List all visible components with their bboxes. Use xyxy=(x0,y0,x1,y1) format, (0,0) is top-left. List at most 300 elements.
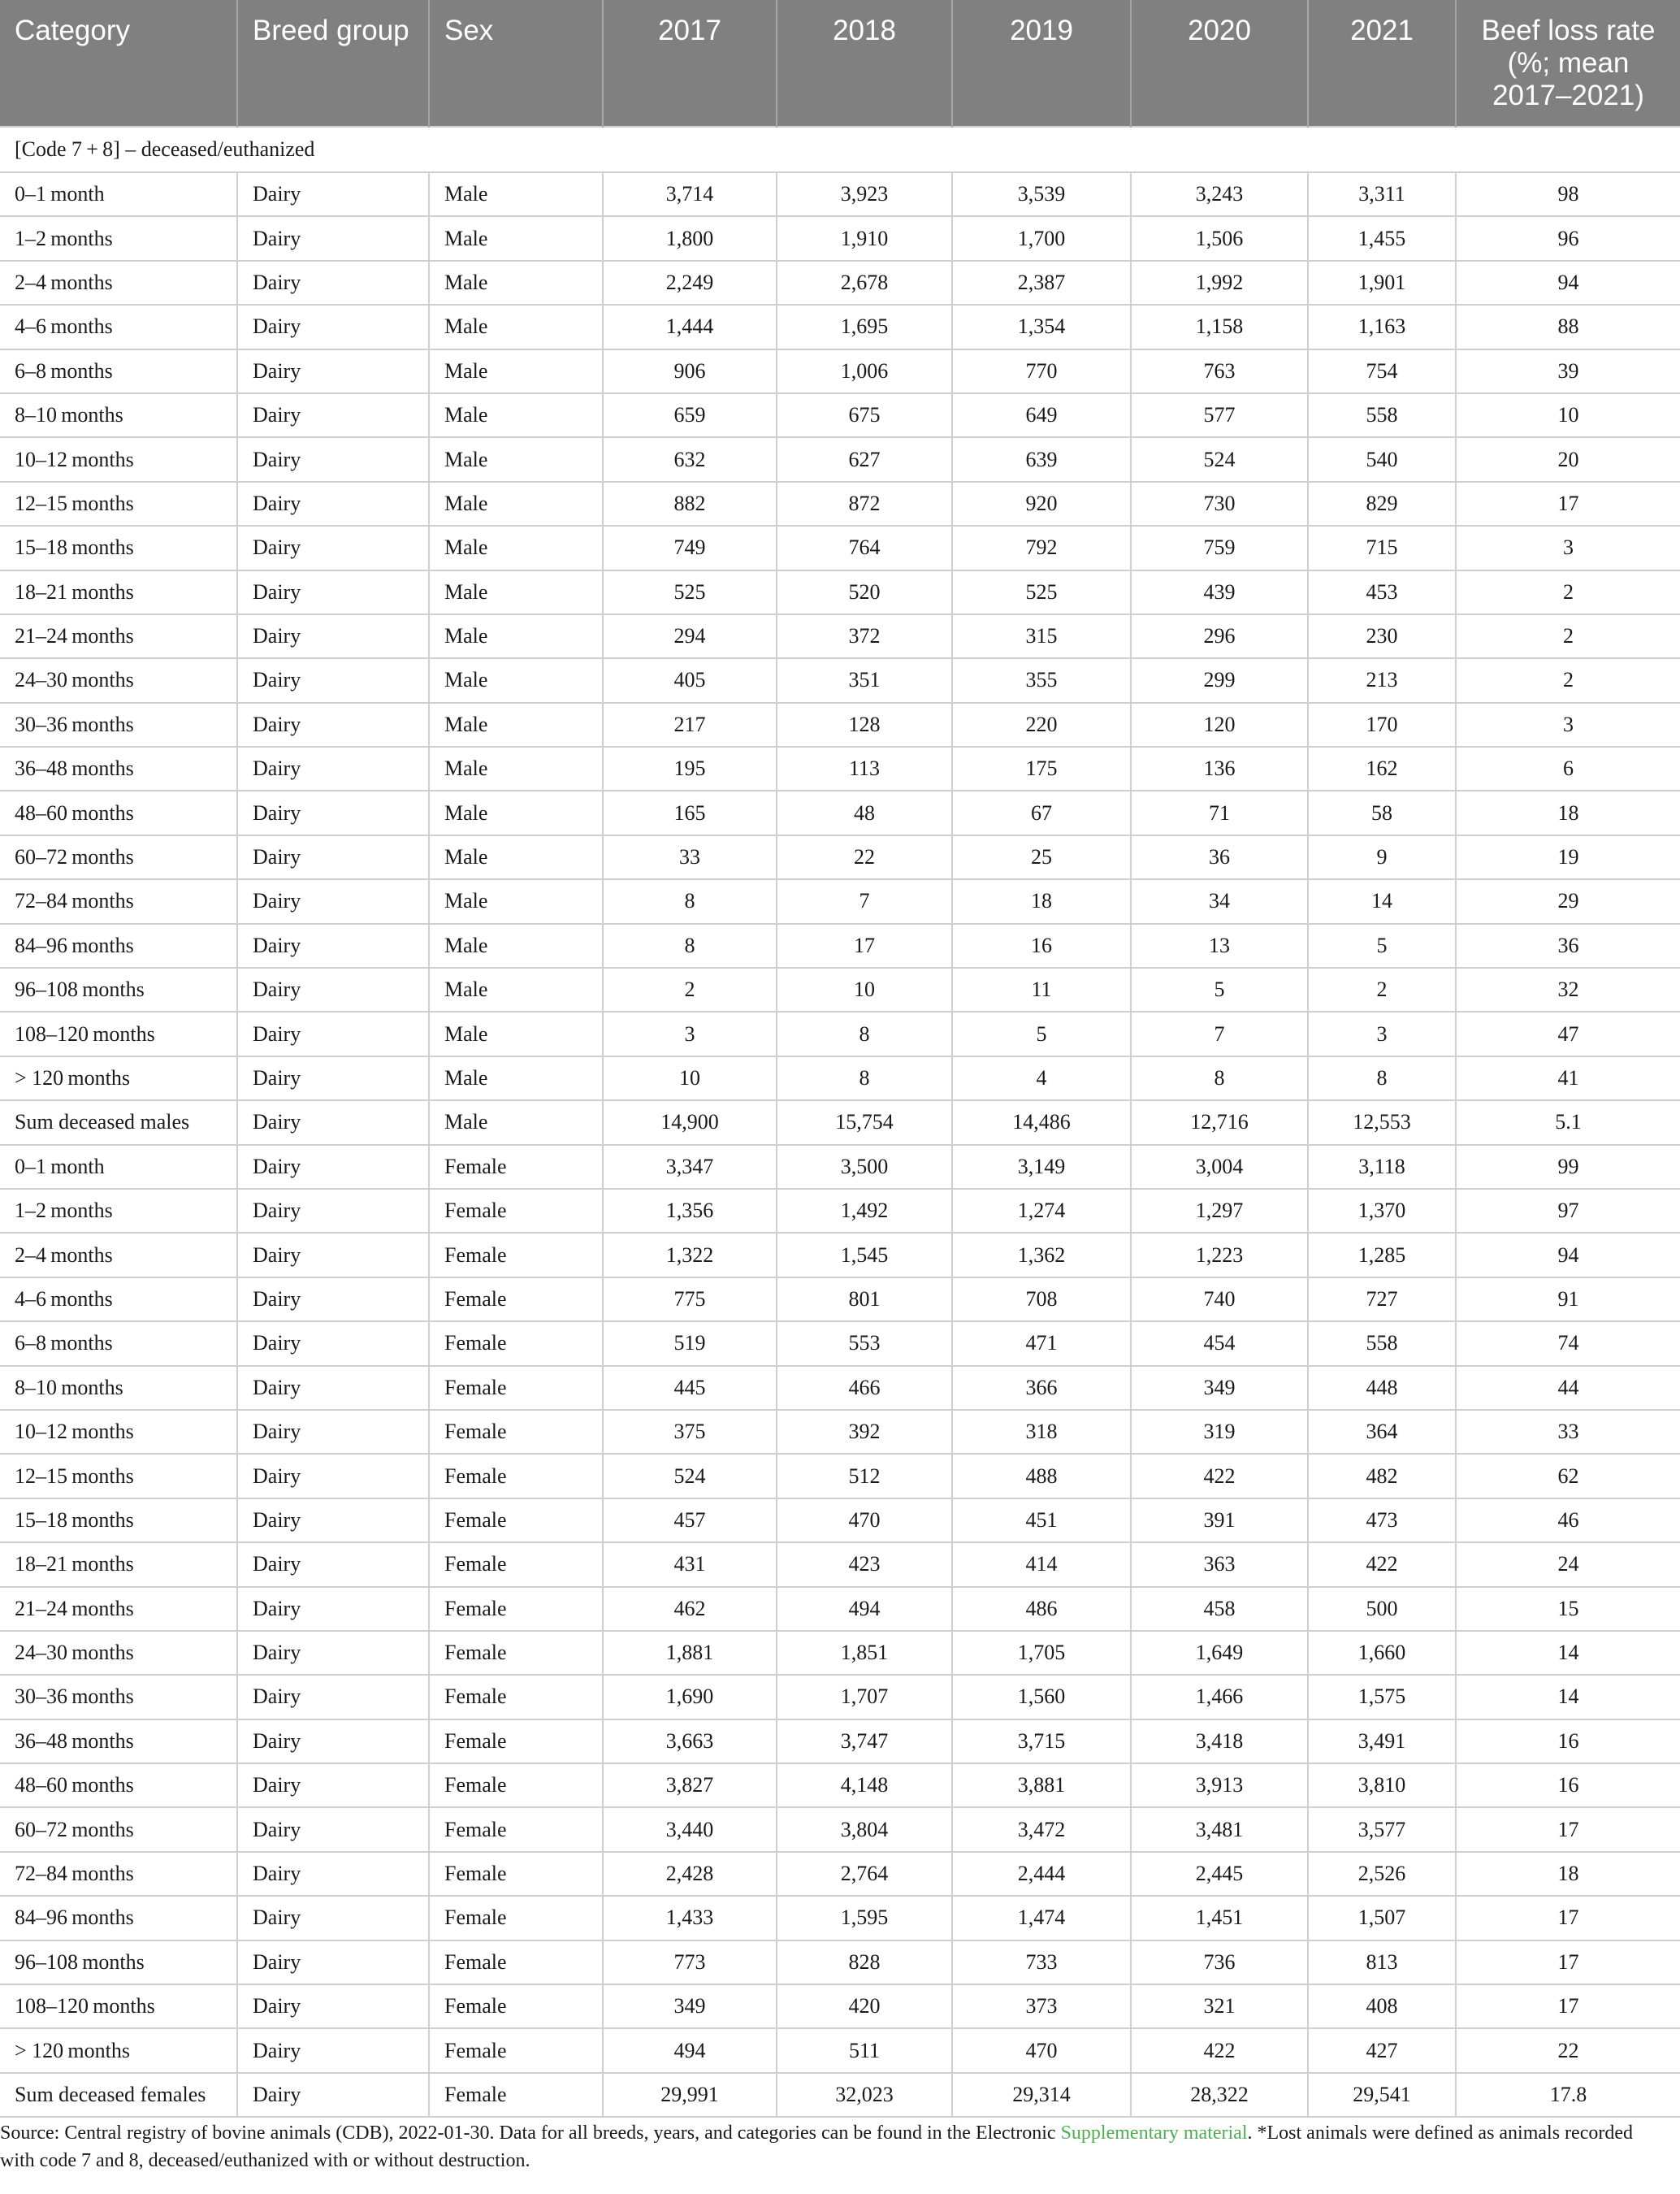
cell-beef-loss-rate: 17 xyxy=(1456,1984,1680,2028)
cell-2019: 3,715 xyxy=(952,1719,1131,1763)
table-row xyxy=(0,305,1680,349)
cell-2017: 906 xyxy=(603,349,777,393)
table-row xyxy=(0,1940,1680,1984)
cell-2018: 128 xyxy=(777,703,952,747)
cell-breed-group: Dairy xyxy=(237,437,429,481)
cell-category: 84–96 months xyxy=(0,1896,237,1940)
cell-2020: 7 xyxy=(1131,1012,1308,1056)
cell-sex: Female xyxy=(429,1233,603,1277)
cell-beef-loss-rate: 17 xyxy=(1456,1940,1680,1984)
cell-2020: 759 xyxy=(1131,526,1308,570)
cell-beef-loss-rate: 16 xyxy=(1456,1763,1680,1807)
cell-beef-loss-rate: 3 xyxy=(1456,703,1680,747)
table-row xyxy=(0,2073,1680,2117)
cell-breed-group: Dairy xyxy=(237,1189,429,1233)
cell-breed-group: Dairy xyxy=(237,1631,429,1675)
table-row xyxy=(0,393,1680,437)
table-row xyxy=(0,482,1680,526)
table-row xyxy=(0,1719,1680,1763)
cell-sex: Male xyxy=(429,968,603,1012)
cell-2019: 3,881 xyxy=(952,1763,1131,1807)
cell-sex: Female xyxy=(429,1189,603,1233)
table-row xyxy=(0,1012,1680,1056)
cell-breed-group: Dairy xyxy=(237,1763,429,1807)
cell-2021: 540 xyxy=(1308,437,1456,481)
cell-2018: 466 xyxy=(777,1366,952,1410)
table-row xyxy=(0,1896,1680,1940)
cell-2020: 763 xyxy=(1131,349,1308,393)
cell-2020: 730 xyxy=(1131,482,1308,526)
cell-2020: 36 xyxy=(1131,835,1308,879)
table-row xyxy=(0,349,1680,393)
cell-2021: 408 xyxy=(1308,1984,1456,2028)
table-row xyxy=(0,1631,1680,1675)
cell-2019: 366 xyxy=(952,1366,1131,1410)
cell-2019: 451 xyxy=(952,1498,1131,1542)
cell-sex: Female xyxy=(429,1410,603,1454)
table-row xyxy=(0,1498,1680,1542)
cell-sex: Female xyxy=(429,1498,603,1542)
column-header-category: Category xyxy=(0,0,237,127)
cell-2020: 3,004 xyxy=(1131,1145,1308,1189)
cell-2020: 454 xyxy=(1131,1321,1308,1365)
cell-2020: 120 xyxy=(1131,703,1308,747)
cell-2018: 520 xyxy=(777,570,952,614)
table-row xyxy=(0,261,1680,305)
cell-2021: 427 xyxy=(1308,2028,1456,2072)
cell-breed-group: Dairy xyxy=(237,924,429,968)
cell-2019: 1,474 xyxy=(952,1896,1131,1940)
section-row xyxy=(0,127,1680,172)
cell-category: 6–8 months xyxy=(0,1321,237,1365)
cell-2018: 15,754 xyxy=(777,1100,952,1144)
table-row xyxy=(0,924,1680,968)
cell-category: 60–72 months xyxy=(0,835,237,879)
cell-2017: 1,881 xyxy=(603,1631,777,1675)
cell-breed-group: Dairy xyxy=(237,1410,429,1454)
cell-2017: 882 xyxy=(603,482,777,526)
cell-2017: 1,356 xyxy=(603,1189,777,1233)
cell-2018: 1,707 xyxy=(777,1675,952,1719)
cell-breed-group: Dairy xyxy=(237,1321,429,1365)
cell-2020: 12,716 xyxy=(1131,1100,1308,1144)
cell-breed-group: Dairy xyxy=(237,1233,429,1277)
source-note xyxy=(0,2119,1672,2174)
cell-beef-loss-rate: 39 xyxy=(1456,349,1680,393)
table-body xyxy=(0,127,1680,2117)
cell-category: 10–12 months xyxy=(0,437,237,481)
cell-breed-group: Dairy xyxy=(237,1056,429,1100)
cell-2020: 3,481 xyxy=(1131,1807,1308,1851)
table-row xyxy=(0,703,1680,747)
cell-breed-group: Dairy xyxy=(237,968,429,1012)
cell-2021: 2,526 xyxy=(1308,1852,1456,1896)
cell-2019: 708 xyxy=(952,1277,1131,1321)
cell-category: 21–24 months xyxy=(0,1587,237,1631)
cell-sex: Female xyxy=(429,1675,603,1719)
column-header-breed-group: Breed group xyxy=(237,0,429,127)
cell-2017: 195 xyxy=(603,747,777,791)
cell-breed-group: Dairy xyxy=(237,261,429,305)
cell-2019: 4 xyxy=(952,1056,1131,1100)
cell-breed-group: Dairy xyxy=(237,1100,429,1144)
cell-2018: 3,923 xyxy=(777,172,952,216)
cell-2018: 1,595 xyxy=(777,1896,952,1940)
cell-2019: 1,560 xyxy=(952,1675,1131,1719)
table-row xyxy=(0,835,1680,879)
cell-2020: 1,297 xyxy=(1131,1189,1308,1233)
cell-2021: 715 xyxy=(1308,526,1456,570)
cell-2019: 1,362 xyxy=(952,1233,1131,1277)
cell-2020: 5 xyxy=(1131,968,1308,1012)
cell-breed-group: Dairy xyxy=(237,1719,429,1763)
cell-category: 12–15 months xyxy=(0,482,237,526)
cell-2019: 792 xyxy=(952,526,1131,570)
cell-category: 72–84 months xyxy=(0,1852,237,1896)
cell-2019: 3,539 xyxy=(952,172,1131,216)
cell-sex: Male xyxy=(429,526,603,570)
cell-sex: Female xyxy=(429,1807,603,1851)
cell-2021: 1,455 xyxy=(1308,216,1456,260)
cell-2021: 1,660 xyxy=(1308,1631,1456,1675)
cell-2020: 136 xyxy=(1131,747,1308,791)
table-row xyxy=(0,1056,1680,1100)
cell-2017: 375 xyxy=(603,1410,777,1454)
cell-2018: 627 xyxy=(777,437,952,481)
cell-2020: 1,158 xyxy=(1131,305,1308,349)
cell-beef-loss-rate: 62 xyxy=(1456,1454,1680,1498)
cell-2018: 3,747 xyxy=(777,1719,952,1763)
cell-beef-loss-rate: 97 xyxy=(1456,1189,1680,1233)
cell-2017: 1,690 xyxy=(603,1675,777,1719)
cell-2021: 473 xyxy=(1308,1498,1456,1542)
cell-category: 48–60 months xyxy=(0,791,237,835)
table-row xyxy=(0,1675,1680,1719)
cell-2018: 2,764 xyxy=(777,1852,952,1896)
cell-sex: Female xyxy=(429,2028,603,2072)
cell-sex: Male xyxy=(429,437,603,481)
table-row xyxy=(0,216,1680,260)
cell-2020: 1,649 xyxy=(1131,1631,1308,1675)
cell-breed-group: Dairy xyxy=(237,791,429,835)
cell-category: 8–10 months xyxy=(0,1366,237,1410)
cell-2017: 1,800 xyxy=(603,216,777,260)
cell-breed-group: Dairy xyxy=(237,1498,429,1542)
cell-category: 18–21 months xyxy=(0,1542,237,1586)
cell-2020: 28,322 xyxy=(1131,2073,1308,2117)
cell-2018: 8 xyxy=(777,1012,952,1056)
cell-breed-group: Dairy xyxy=(237,570,429,614)
cell-2019: 373 xyxy=(952,1984,1131,2028)
table-row xyxy=(0,1763,1680,1807)
cell-2019: 1,700 xyxy=(952,216,1131,260)
cell-beef-loss-rate: 88 xyxy=(1456,305,1680,349)
cell-breed-group: Dairy xyxy=(237,1454,429,1498)
cell-2020: 3,418 xyxy=(1131,1719,1308,1763)
cell-beef-loss-rate: 41 xyxy=(1456,1056,1680,1100)
cell-breed-group: Dairy xyxy=(237,1012,429,1056)
cell-2019: 733 xyxy=(952,1940,1131,1984)
cell-beef-loss-rate: 17.8 xyxy=(1456,2073,1680,2117)
cell-beef-loss-rate: 14 xyxy=(1456,1631,1680,1675)
cell-2021: 3,311 xyxy=(1308,172,1456,216)
cell-sex: Female xyxy=(429,1984,603,2028)
cell-category: 48–60 months xyxy=(0,1763,237,1807)
cell-2019: 649 xyxy=(952,393,1131,437)
cell-2020: 349 xyxy=(1131,1366,1308,1410)
cell-breed-group: Dairy xyxy=(237,349,429,393)
cell-category: 4–6 months xyxy=(0,305,237,349)
cell-2018: 675 xyxy=(777,393,952,437)
table-row xyxy=(0,747,1680,791)
cell-category: > 120 months xyxy=(0,1056,237,1100)
cell-sex: Female xyxy=(429,1719,603,1763)
cell-2019: 470 xyxy=(952,2028,1131,2072)
cell-2018: 48 xyxy=(777,791,952,835)
table-row xyxy=(0,968,1680,1012)
cell-breed-group: Dairy xyxy=(237,305,429,349)
cell-breed-group: Dairy xyxy=(237,1145,429,1189)
cell-2018: 22 xyxy=(777,835,952,879)
cell-2018: 423 xyxy=(777,1542,952,1586)
cell-2021: 170 xyxy=(1308,703,1456,747)
cell-category: 0–1 month xyxy=(0,1145,237,1189)
cell-2019: 920 xyxy=(952,482,1131,526)
cell-category: Sum deceased males xyxy=(0,1100,237,1144)
cell-beef-loss-rate: 19 xyxy=(1456,835,1680,879)
cell-sex: Male xyxy=(429,349,603,393)
cell-breed-group: Dairy xyxy=(237,1675,429,1719)
cell-2019: 355 xyxy=(952,658,1131,702)
cell-category: 30–36 months xyxy=(0,703,237,747)
cell-beef-loss-rate: 22 xyxy=(1456,2028,1680,2072)
table-row xyxy=(0,1145,1680,1189)
cell-beef-loss-rate: 32 xyxy=(1456,968,1680,1012)
cell-2019: 14,486 xyxy=(952,1100,1131,1144)
cell-2021: 482 xyxy=(1308,1454,1456,1498)
cell-2021: 829 xyxy=(1308,482,1456,526)
cell-beef-loss-rate: 17 xyxy=(1456,1896,1680,1940)
cell-2017: 3,827 xyxy=(603,1763,777,1807)
cell-2020: 8 xyxy=(1131,1056,1308,1100)
cell-category: 96–108 months xyxy=(0,1940,237,1984)
cell-breed-group: Dairy xyxy=(237,879,429,923)
cell-2018: 470 xyxy=(777,1498,952,1542)
cell-2021: 3,491 xyxy=(1308,1719,1456,1763)
cell-beef-loss-rate: 44 xyxy=(1456,1366,1680,1410)
table-row xyxy=(0,1366,1680,1410)
cell-2021: 3,118 xyxy=(1308,1145,1456,1189)
cell-2019: 414 xyxy=(952,1542,1131,1586)
cell-2021: 453 xyxy=(1308,570,1456,614)
cell-sex: Male xyxy=(429,482,603,526)
column-header-2020: 2020 xyxy=(1131,0,1308,127)
cell-breed-group: Dairy xyxy=(237,1852,429,1896)
cell-2018: 1,910 xyxy=(777,216,952,260)
cell-breed-group: Dairy xyxy=(237,172,429,216)
cell-sex: Female xyxy=(429,1763,603,1807)
table-row xyxy=(0,1277,1680,1321)
cell-2021: 3,577 xyxy=(1308,1807,1456,1851)
cell-2020: 319 xyxy=(1131,1410,1308,1454)
cell-2021: 364 xyxy=(1308,1410,1456,1454)
column-header-beef-loss-rate: Beef loss rate (%; mean 2017–2021) xyxy=(1456,0,1680,127)
cell-sex: Male xyxy=(429,614,603,658)
cell-2018: 8 xyxy=(777,1056,952,1100)
cell-category: 84–96 months xyxy=(0,924,237,968)
cell-category: 24–30 months xyxy=(0,658,237,702)
cell-breed-group: Dairy xyxy=(237,1940,429,1984)
cell-2018: 3,500 xyxy=(777,1145,952,1189)
cell-beef-loss-rate: 96 xyxy=(1456,216,1680,260)
cell-category: 60–72 months xyxy=(0,1807,237,1851)
cell-2017: 1,433 xyxy=(603,1896,777,1940)
cell-beef-loss-rate: 74 xyxy=(1456,1321,1680,1365)
cell-breed-group: Dairy xyxy=(237,526,429,570)
cell-2021: 29,541 xyxy=(1308,2073,1456,2117)
cell-2020: 458 xyxy=(1131,1587,1308,1631)
cell-2021: 1,370 xyxy=(1308,1189,1456,1233)
cell-2019: 1,274 xyxy=(952,1189,1131,1233)
cell-2021: 230 xyxy=(1308,614,1456,658)
cell-2019: 175 xyxy=(952,747,1131,791)
table-row xyxy=(0,1189,1680,1233)
cell-2017: 2,249 xyxy=(603,261,777,305)
source-note-text: Source: Central registry of bovine animals (CDB), 2022-01-30. Data for all breeds, years, and categories can be found in the Electronic xyxy=(0,2122,1061,2144)
cell-2020: 577 xyxy=(1131,393,1308,437)
cell-sex: Male xyxy=(429,1056,603,1100)
column-header-2021: 2021 xyxy=(1308,0,1456,127)
cell-2018: 872 xyxy=(777,482,952,526)
cell-breed-group: Dairy xyxy=(237,1984,429,2028)
cell-breed-group: Dairy xyxy=(237,1807,429,1851)
cell-breed-group: Dairy xyxy=(237,216,429,260)
cell-beef-loss-rate: 33 xyxy=(1456,1410,1680,1454)
cell-2017: 749 xyxy=(603,526,777,570)
table-row xyxy=(0,526,1680,570)
cell-beef-loss-rate: 17 xyxy=(1456,1807,1680,1851)
cell-2017: 431 xyxy=(603,1542,777,1586)
cell-beef-loss-rate: 2 xyxy=(1456,570,1680,614)
cell-category: 0–1 month xyxy=(0,172,237,216)
cell-2020: 736 xyxy=(1131,1940,1308,1984)
cell-2021: 162 xyxy=(1308,747,1456,791)
cell-category: 4–6 months xyxy=(0,1277,237,1321)
cell-2021: 1,507 xyxy=(1308,1896,1456,1940)
cell-2018: 764 xyxy=(777,526,952,570)
cell-category: 96–108 months xyxy=(0,968,237,1012)
cell-2021: 2 xyxy=(1308,968,1456,1012)
cell-sex: Male xyxy=(429,216,603,260)
cell-category: 6–8 months xyxy=(0,349,237,393)
cell-beef-loss-rate: 99 xyxy=(1456,1145,1680,1189)
cell-2019: 471 xyxy=(952,1321,1131,1365)
cell-sex: Male xyxy=(429,1012,603,1056)
cell-category: 30–36 months xyxy=(0,1675,237,1719)
cell-2020: 740 xyxy=(1131,1277,1308,1321)
cell-2018: 494 xyxy=(777,1587,952,1631)
cell-sex: Male xyxy=(429,172,603,216)
cell-2020: 34 xyxy=(1131,879,1308,923)
cell-2020: 299 xyxy=(1131,658,1308,702)
cell-2017: 1,322 xyxy=(603,1233,777,1277)
cell-2018: 32,023 xyxy=(777,2073,952,2117)
cell-2017: 494 xyxy=(603,2028,777,2072)
cell-2019: 220 xyxy=(952,703,1131,747)
cell-category: 21–24 months xyxy=(0,614,237,658)
cell-sex: Male xyxy=(429,835,603,879)
cell-2021: 3 xyxy=(1308,1012,1456,1056)
cell-breed-group: Dairy xyxy=(237,1587,429,1631)
cell-beef-loss-rate: 2 xyxy=(1456,658,1680,702)
cell-2020: 2,445 xyxy=(1131,1852,1308,1896)
cell-2017: 775 xyxy=(603,1277,777,1321)
cell-2018: 351 xyxy=(777,658,952,702)
cell-2019: 2,387 xyxy=(952,261,1131,305)
table-row xyxy=(0,1542,1680,1586)
cell-2019: 639 xyxy=(952,437,1131,481)
cell-2018: 511 xyxy=(777,2028,952,2072)
cell-2017: 1,444 xyxy=(603,305,777,349)
cell-category: 1–2 months xyxy=(0,1189,237,1233)
cell-2018: 10 xyxy=(777,968,952,1012)
cell-2021: 448 xyxy=(1308,1366,1456,1410)
cell-2019: 67 xyxy=(952,791,1131,835)
cell-category: 36–48 months xyxy=(0,747,237,791)
table-row xyxy=(0,1410,1680,1454)
cell-breed-group: Dairy xyxy=(237,482,429,526)
cell-sex: Female xyxy=(429,1366,603,1410)
cell-2019: 18 xyxy=(952,879,1131,923)
cell-2018: 392 xyxy=(777,1410,952,1454)
cell-2020: 1,466 xyxy=(1131,1675,1308,1719)
table-row xyxy=(0,791,1680,835)
cell-2018: 372 xyxy=(777,614,952,658)
cell-2020: 1,506 xyxy=(1131,216,1308,260)
cell-sex: Female xyxy=(429,1940,603,1984)
cell-2017: 525 xyxy=(603,570,777,614)
table-row xyxy=(0,1100,1680,1144)
cell-2017: 3,440 xyxy=(603,1807,777,1851)
cell-2020: 422 xyxy=(1131,1454,1308,1498)
cell-breed-group: Dairy xyxy=(237,747,429,791)
cell-sex: Male xyxy=(429,747,603,791)
supplementary-material-link[interactable]: Supplementary material xyxy=(1060,2122,1248,2144)
cell-2021: 727 xyxy=(1308,1277,1456,1321)
cell-2019: 315 xyxy=(952,614,1131,658)
cell-sex: Male xyxy=(429,570,603,614)
cell-category: 18–21 months xyxy=(0,570,237,614)
cell-2021: 12,553 xyxy=(1308,1100,1456,1144)
cell-beef-loss-rate: 24 xyxy=(1456,1542,1680,1586)
cell-category: 12–15 months xyxy=(0,1454,237,1498)
cell-beef-loss-rate: 15 xyxy=(1456,1587,1680,1631)
cell-2017: 462 xyxy=(603,1587,777,1631)
cell-2021: 500 xyxy=(1308,1587,1456,1631)
cell-breed-group: Dairy xyxy=(237,393,429,437)
cell-beef-loss-rate: 10 xyxy=(1456,393,1680,437)
cell-sex: Male xyxy=(429,261,603,305)
cell-sex: Male xyxy=(429,393,603,437)
cell-beef-loss-rate: 14 xyxy=(1456,1675,1680,1719)
cell-2020: 296 xyxy=(1131,614,1308,658)
cell-beef-loss-rate: 6 xyxy=(1456,747,1680,791)
cell-2021: 422 xyxy=(1308,1542,1456,1586)
cell-2021: 213 xyxy=(1308,658,1456,702)
cell-breed-group: Dairy xyxy=(237,1366,429,1410)
cell-beef-loss-rate: 3 xyxy=(1456,526,1680,570)
cell-category: 10–12 months xyxy=(0,1410,237,1454)
